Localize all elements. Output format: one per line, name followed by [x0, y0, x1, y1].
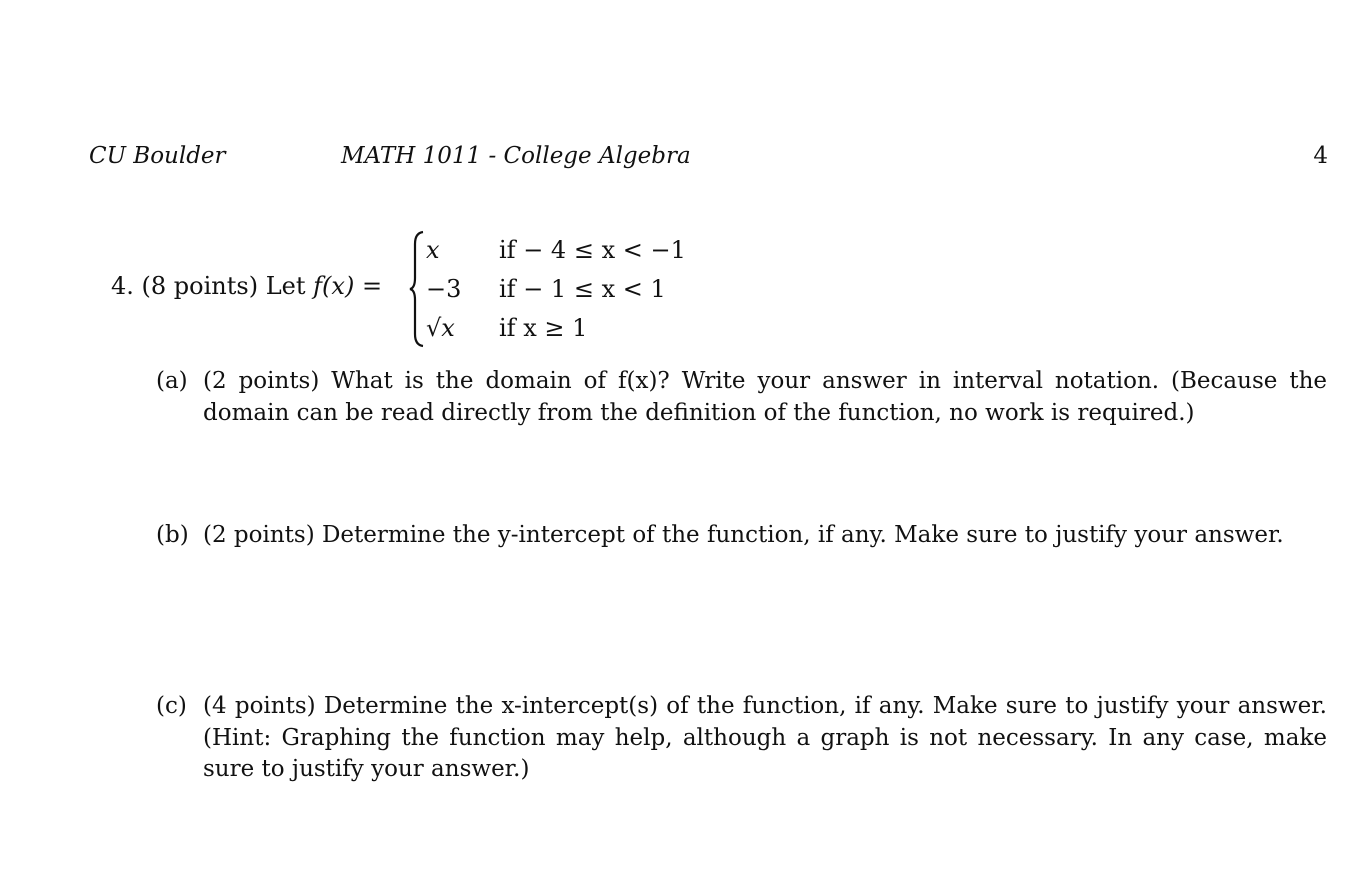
part-text: (2 points) What is the domain of f(x)? Write your answer in interval notation. (Because the domain can be read directly from the definition of the function, no work is required.): [203, 368, 1327, 426]
problem-statement: [111, 270, 382, 302]
part-text: (4 points) Determine the x-intercept(s) of the function, if any. Make sure to justify your answer. (Hint: Graphing the function may help, although a graph is not necessary. In any case, make sure to justify your answer.): [203, 693, 1327, 782]
equals-sign: =: [361, 272, 383, 300]
header-page-number: 4: [1313, 143, 1328, 169]
part-text: (2 points) Determine the y-intercept of the function, if any. Make sure to justify your answer.: [203, 522, 1284, 548]
part-label: (a): [156, 368, 188, 394]
function-lhs: f(x): [313, 272, 355, 300]
case-condition: if − 4 ≤ x < −1: [499, 236, 686, 264]
case-value: −3: [426, 275, 462, 303]
page-header: [0, 140, 1360, 172]
part-label: (c): [156, 693, 187, 719]
case-value: x: [426, 236, 440, 264]
problem-lead-text: Let: [265, 272, 306, 300]
problem-number: 4.: [111, 272, 134, 300]
header-course-title: MATH 1011 - College Algebra: [341, 143, 691, 169]
problem-4: [0, 228, 1360, 350]
case-condition: if − 1 ≤ x < 1: [499, 275, 666, 303]
problem-points: (8 points): [141, 272, 259, 300]
case-value: √x: [426, 314, 455, 342]
left-brace: [408, 230, 426, 348]
part-label: (b): [156, 522, 189, 548]
header-school: CU Boulder: [89, 143, 226, 169]
case-condition: if x ≥ 1: [499, 314, 588, 342]
